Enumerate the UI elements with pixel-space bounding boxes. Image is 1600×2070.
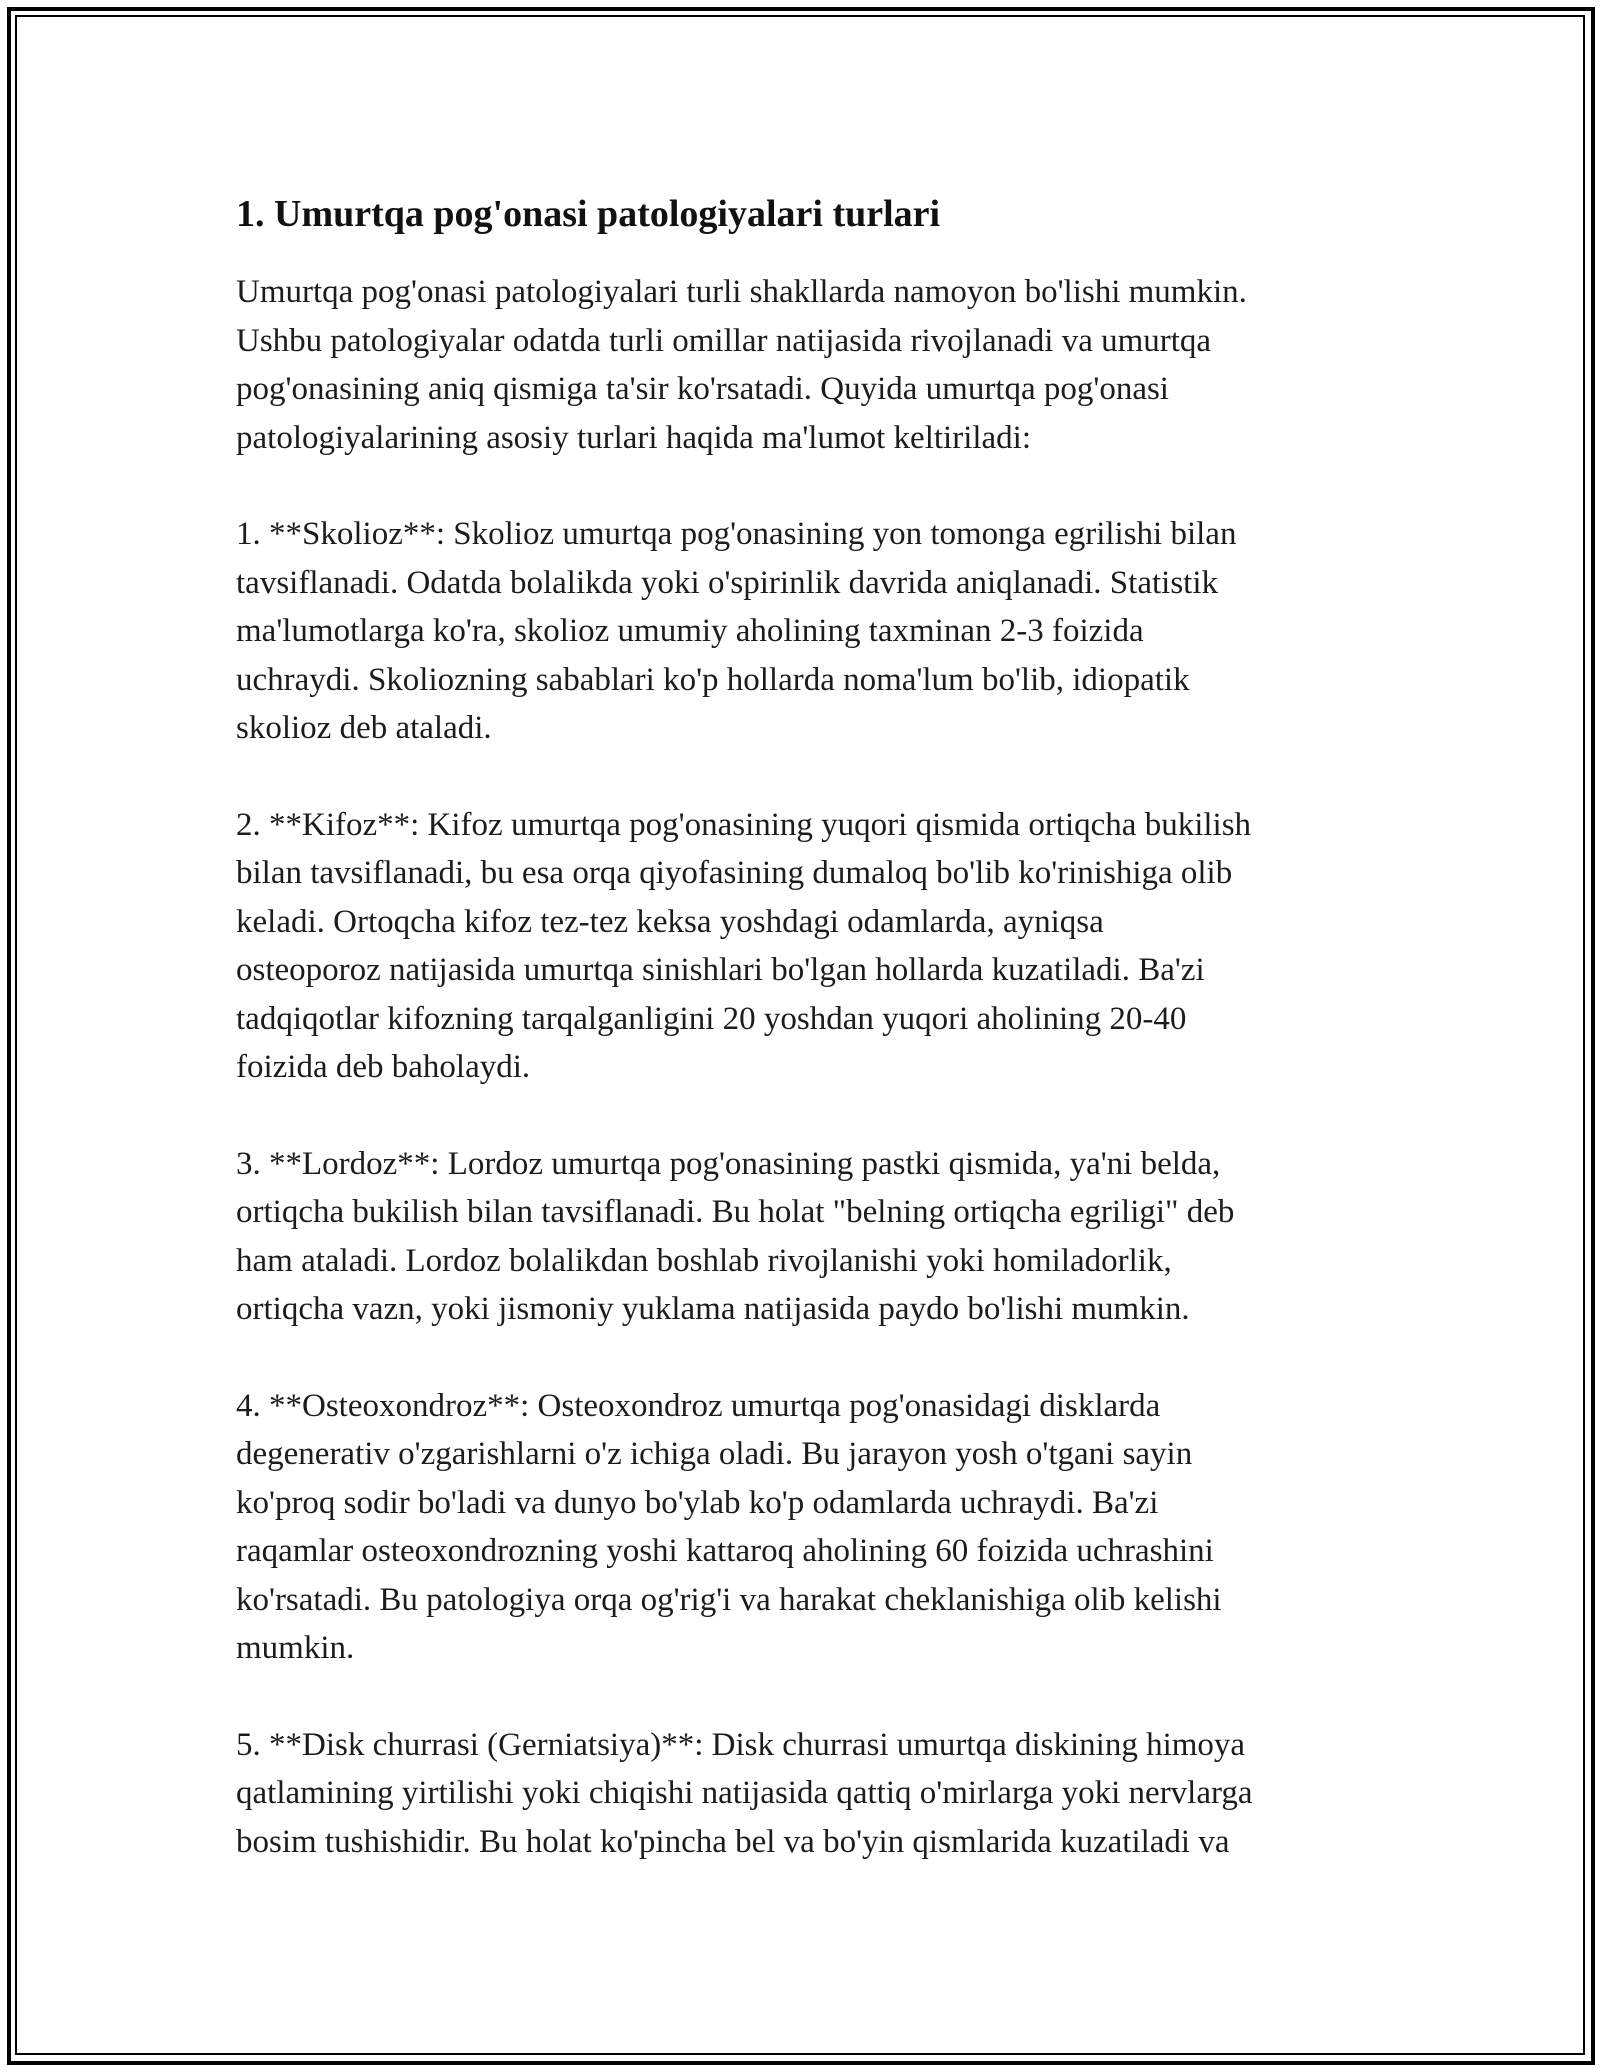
text-line: 4. **Osteoxondroz**: Osteoxondroz umurtqa pog'onasidagi disklarda (236, 1387, 1161, 1424)
kifoz-paragraph (236, 801, 1376, 1092)
text-line: degenerativ o'zgarishlarni o'z ichiga oladi. Bu jarayon yosh o'tgani sayin (236, 1436, 1193, 1472)
text-line: ortiqcha bukilish bilan tavsiflanadi. Bu holat "belning ortiqcha egriligi" deb (236, 1194, 1235, 1230)
text-line: 2. **Kifoz**: Kifoz umurtqa pog'onasining yuqori qismida ortiqcha bukilish (236, 806, 1252, 843)
text-line: bilan tavsiflanadi, bu esa orqa qiyofasining dumaloq bo'lib ko'rinishiga olib (236, 855, 1233, 891)
text-line: foizida deb baholaydi. (236, 1049, 531, 1085)
section-heading: 1. Umurtqa pog'onasi patologiyalari turlari (236, 193, 941, 235)
text-line: Ushbu patologiyalar odatda turli omillar natijasida rivojlanadi va umurtqa (236, 322, 1212, 359)
text-line: tadqiqotlar kifozning tarqalganligini 20 yoshdan yuqori aholining 20-40 (236, 1000, 1187, 1037)
text-line: ortiqcha vazn, yoki jismoniy yuklama natijasida paydo bo'lishi mumkin. (236, 1291, 1190, 1327)
text-line: raqamlar osteoxondrozning yoshi kattaroq aholining 60 foizida uchrashini (236, 1533, 1214, 1569)
text-line: 1. **Skolioz**: Skolioz umurtqa pog'onasining yon tomonga egrilishi bilan (236, 516, 1237, 552)
text-line: tavsiflanadi. Odatda bolalikda yoki o'spirinlik davrida aniqlanadi. Statistik (236, 564, 1218, 601)
text-line: ham ataladi. Lordoz bolalikdan boshlab rivojlanishi yoki homiladorlik, (236, 1242, 1172, 1279)
text-line: keladi. Ortoqcha kifoz tez-tez keksa yoshdagi odamlarda, ayniqsa (236, 903, 1104, 940)
lordoz-paragraph (236, 1140, 1376, 1334)
text-line: mumkin. (236, 1630, 355, 1666)
disk-churrasi-paragraph (236, 1721, 1376, 1867)
text-line: patologiyalarining asosiy turlari haqida ma'lumot keltiriladi: (236, 419, 1032, 456)
text-line: pog'onasining aniq qismiga ta'sir ko'rsatadi. Quyida umurtqa pog'onasi (236, 371, 1169, 407)
text-line: skolioz deb ataladi. (236, 710, 492, 746)
intro-paragraph (236, 268, 1376, 462)
text-line: ko'rsatadi. Bu patologiya orqa og'rig'i va harakat cheklanishiga olib kelishi (236, 1581, 1222, 1618)
text-line: uchraydi. Skoliozning sabablari ko'p hollarda noma'lum bo'lib, idiopatik (236, 661, 1190, 698)
text-line: 3. **Lordoz**: Lordoz umurtqa pog'onasining pastki qismida, ya'ni belda, (236, 1145, 1221, 1182)
text-line: ko'proq sodir bo'ladi va dunyo bo'ylab ko'p odamlarda uchraydi. Ba'zi (236, 1484, 1159, 1521)
osteoxondroz-paragraph (236, 1382, 1376, 1673)
text-line: Umurtqa pog'onasi patologiyalari turli shakllarda namoyon bo'lishi mumkin. (236, 274, 1247, 310)
skolioz-paragraph (236, 510, 1376, 753)
text-line: osteoporoz natijasida umurtqa sinishlari bo'lgan hollarda kuzatiladi. Ba'zi (236, 952, 1205, 988)
text-line: bosim tushishidir. Bu holat ko'pincha bel va bo'yin qismlarida kuzatiladi va (236, 1823, 1230, 1860)
text-line: 5. **Disk churrasi (Gerniatsiya)**: Disk churrasi umurtqa diskining himoya (236, 1726, 1246, 1763)
text-line: ma'lumotlarga ko'ra, skolioz umumiy aholining taxminan 2-3 foizida (236, 613, 1144, 649)
text-line: qatlamining yirtilishi yoki chiqishi natijasida qattiq o'mirlarga yoki nervlarga (236, 1775, 1253, 1811)
document-body (236, 186, 1376, 1914)
